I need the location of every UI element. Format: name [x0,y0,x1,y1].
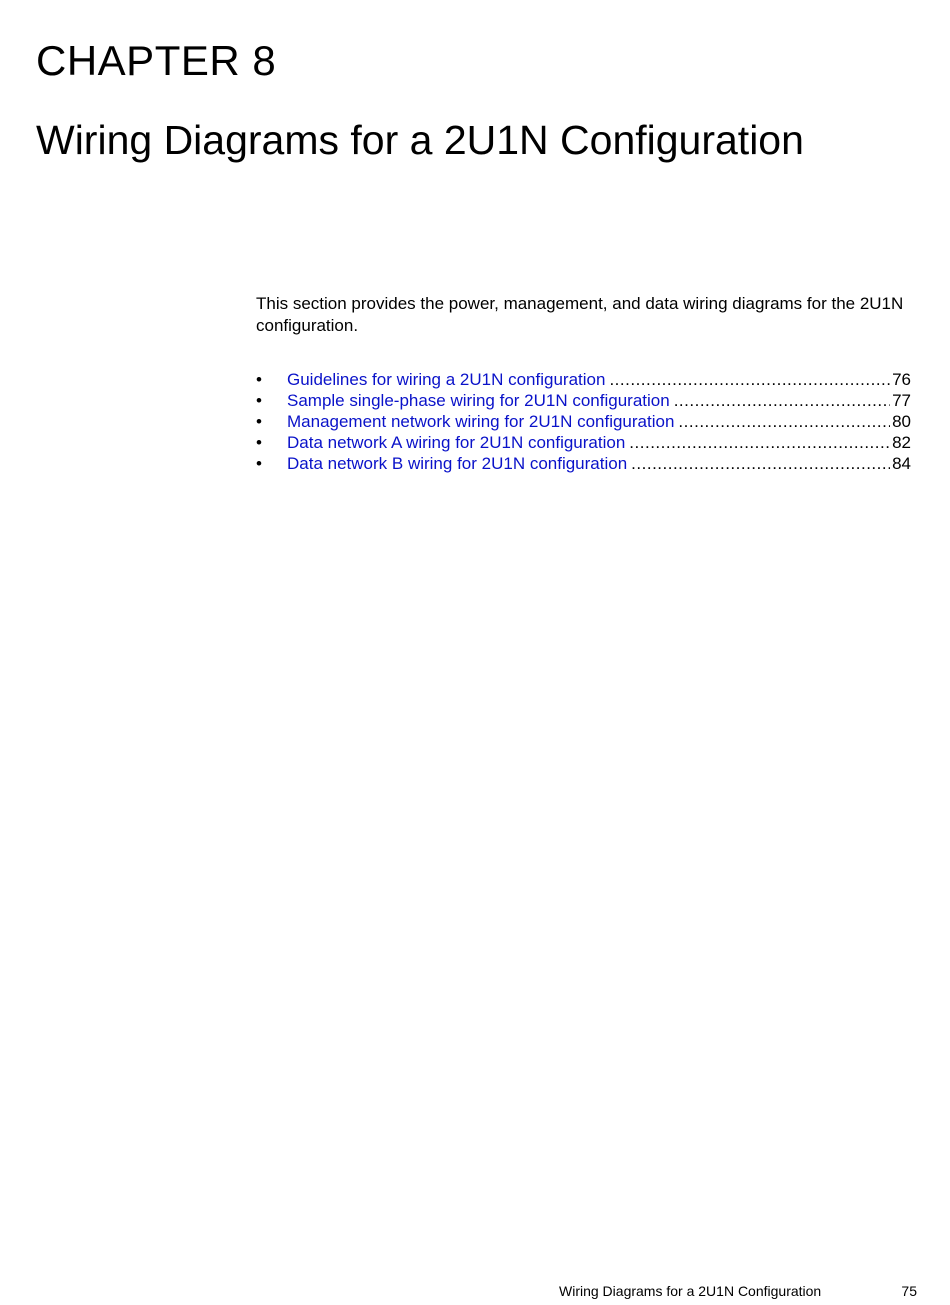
dot-leader [629,432,890,453]
toc-item [256,390,911,411]
chapter-title: Wiring Diagrams for a 2U1N Configuration [36,117,804,163]
dot-leader [609,369,890,390]
toc-item [256,369,911,390]
dot-leader [674,390,890,411]
bullet-icon: • [256,433,262,452]
toc-page-number: 76 [892,370,911,389]
chapter-label: CHAPTER 8 [36,37,277,84]
intro-paragraph: This section provides the power, management, and data wiring diagrams for the 2U1N configuration. [256,294,904,335]
toc-page-number: 82 [892,433,911,452]
bullet-icon: • [256,454,262,473]
toc-link-data-network-a[interactable]: Data network A wiring for 2U1N configuration [287,433,626,452]
bullet-icon: • [256,391,262,410]
toc-page-number: 77 [892,391,911,410]
toc-page-number: 84 [892,454,911,473]
dot-leader [678,411,890,432]
toc-link-management-network[interactable]: Management network wiring for 2U1N configuration [287,412,675,431]
footer-page-number: 75 [901,1283,917,1299]
dot-leader [631,453,890,474]
toc-link-single-phase-wiring[interactable]: Sample single-phase wiring for 2U1N configuration [287,391,670,410]
footer-title: Wiring Diagrams for a 2U1N Configuration [559,1283,822,1299]
toc-link-guidelines[interactable]: Guidelines for wiring a 2U1N configuration [287,370,606,389]
toc-link-data-network-b[interactable]: Data network B wiring for 2U1N configuration [287,454,628,473]
toc-item [256,411,911,432]
toc-item [256,453,911,474]
toc-item [256,432,911,453]
bullet-icon: • [256,412,262,431]
table-of-contents [256,369,911,474]
toc-page-number: 80 [892,412,911,431]
bullet-icon: • [256,370,262,389]
